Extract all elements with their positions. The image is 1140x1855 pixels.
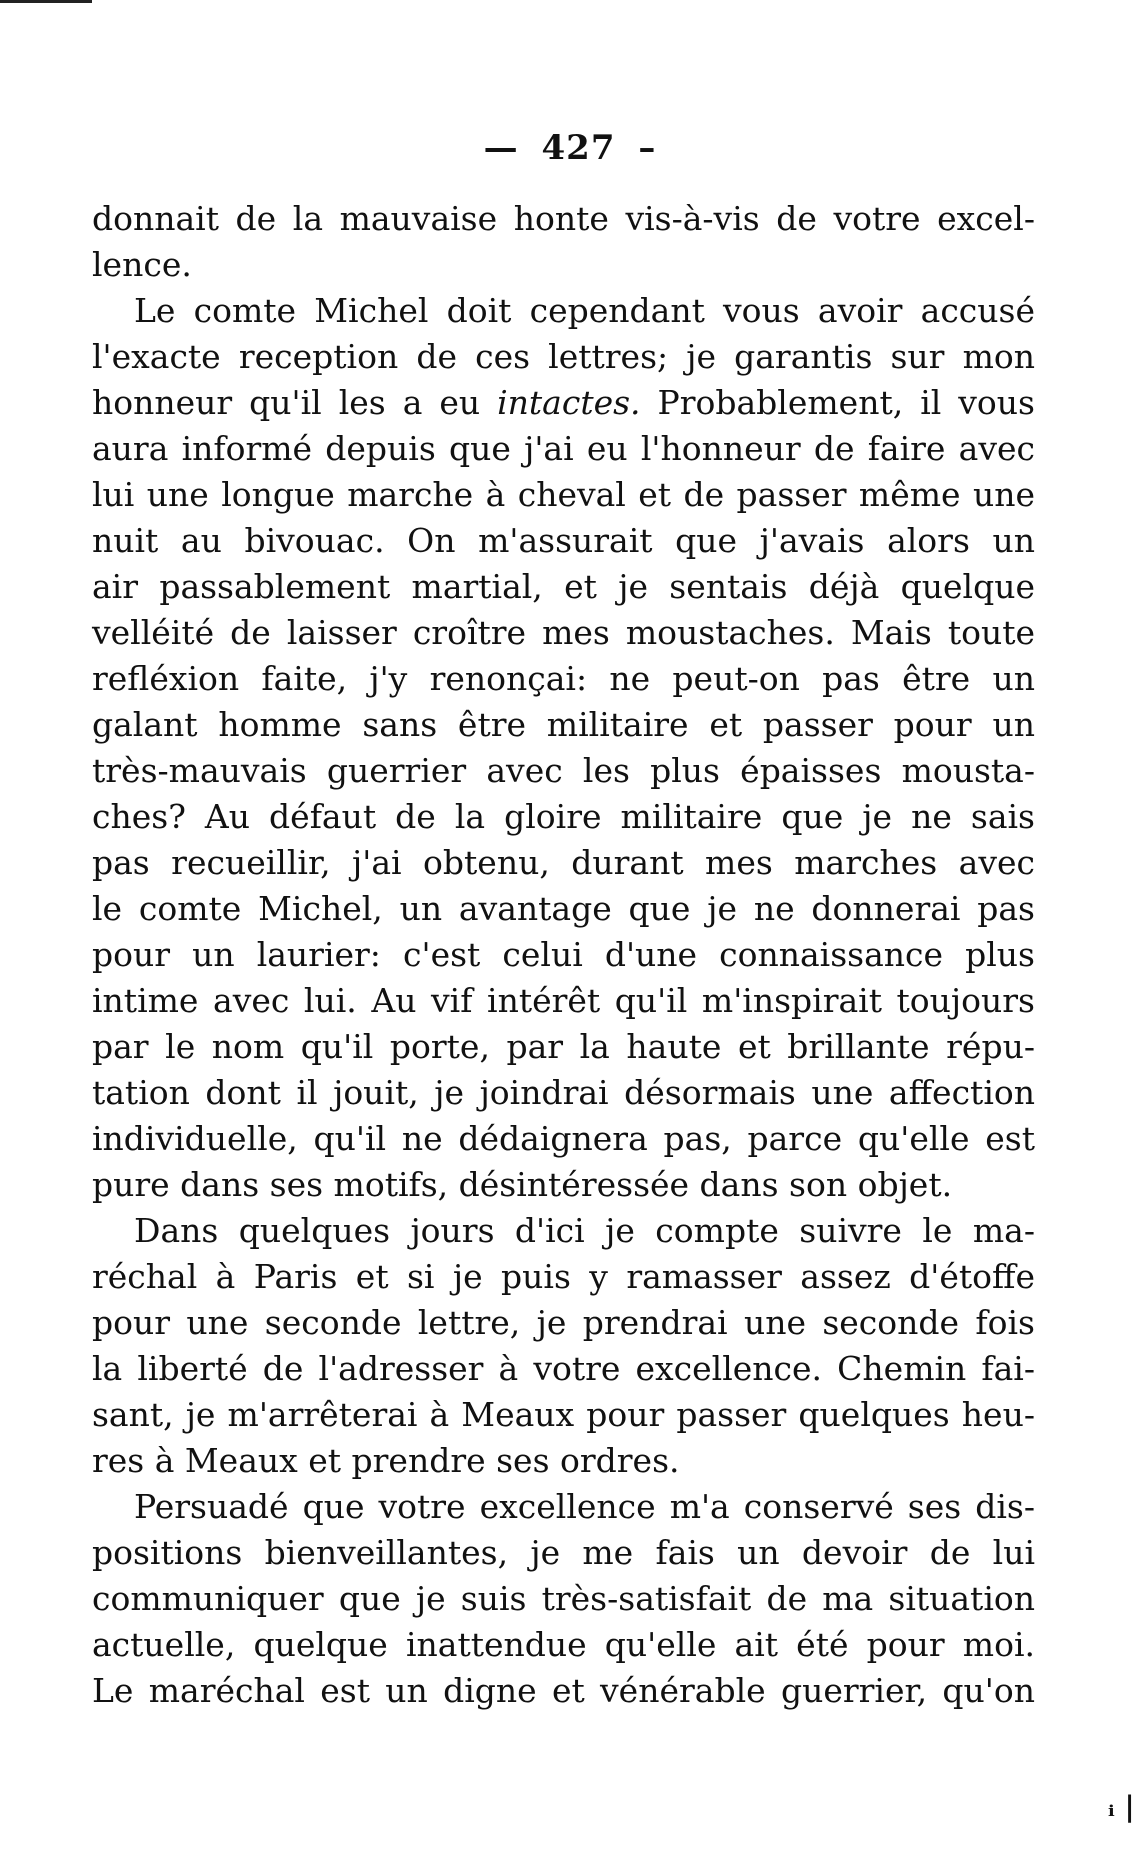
text-line: Le comte Michel doit cependant vous avoir accusé [134, 291, 1035, 330]
text-line: pour une seconde lettre, je prendrai une seconde fois [92, 1303, 1035, 1342]
text-line: velléité de laisser croître mes moustaches. Mais toute [92, 613, 1035, 652]
text-line: galant homme sans être militaire et passer pour un [92, 705, 1035, 744]
text-line: communiquer que je suis très-satisfait de ma situation [92, 1579, 1035, 1618]
text-line: actuelle, quelque inattendue qu'elle ait été pour moi. [92, 1625, 1035, 1664]
text-line: par le nom qu'il porte, par la haute et brillante répu- [92, 1027, 1035, 1066]
text-line: Dans quelques jours d'ici je compte suivre le ma- [134, 1211, 1035, 1250]
page-number: 427 [541, 128, 616, 168]
text-line: réchal à Paris et si je puis y ramasser assez d'étoffe [92, 1257, 1035, 1296]
text-line: la liberté de l'adresser à votre excellence. Chemin fai- [92, 1349, 1035, 1388]
text-line: pour un laurier: c'est celui d'une connaissance plus [92, 935, 1035, 974]
text-line: pas recueillir, j'ai obtenu, durant mes marches avec [92, 843, 1035, 882]
text-line: aura informé depuis que j'ai eu l'honneur de faire avec [92, 429, 1035, 468]
text-line: positions bienveillantes, je me fais un devoir de lui [92, 1533, 1035, 1572]
text-line: le comte Michel, un avantage que je ne donnerai pas [92, 889, 1035, 928]
text-line: individuelle, qu'il ne dédaignera pas, parce qu'elle est [92, 1119, 1035, 1158]
header-dash-right: – [638, 128, 657, 168]
text-line: Persuadé que votre excellence m'a conservé ses dis- [134, 1487, 1035, 1526]
text-line: lui une longue marche à cheval et de passer même une [92, 475, 1035, 514]
margin-mark: ᵢ | [1108, 1790, 1135, 1823]
text-line: Le maréchal est un digne et vénérable guerrier, qu'on [92, 1671, 1035, 1710]
text-line: pure dans ses motifs, désintéressée dans son objet. [92, 1165, 953, 1204]
text-line: res à Meaux et prendre ses ordres. [92, 1441, 680, 1480]
text-line: nuit au bivouac. On m'assurait que j'avais alors un [92, 521, 1035, 560]
text-line: intime avec lui. Au vif intérêt qu'il m'inspirait toujours [92, 981, 1035, 1020]
header-dash-left: — [483, 128, 519, 168]
page-header [0, 128, 1140, 168]
text-line: air passablement martial, et je sentais déjà quelque [92, 567, 1035, 606]
text-run: Probablement, il vous [640, 383, 1035, 422]
text-run: honneur qu'il les a eu [92, 383, 498, 422]
text-line: l'exacte reception de ces lettres; je garantis sur mon [92, 337, 1035, 376]
top-rule [0, 0, 92, 3]
italic-word: intactes. [497, 383, 641, 422]
text-line: refléxion faite, j'y renonçai: ne peut-on pas être un [92, 659, 1035, 698]
text-line: sant, je m'arrêterai à Meaux pour passer quelques heu- [92, 1395, 1035, 1434]
text-line: très-mauvais guerrier avec les plus épaisses mousta- [92, 751, 1035, 790]
text-line [92, 380, 1035, 426]
text-line: ches? Au défaut de la gloire militaire que je ne sais [92, 797, 1035, 836]
text-line: donnait de la mauvaise honte vis-à-vis de votre excel- [92, 199, 1035, 238]
text-line: tation dont il jouit, je joindrai désormais une affection [92, 1073, 1035, 1112]
body-text [92, 196, 1035, 1714]
text-line: lence. [92, 245, 192, 284]
